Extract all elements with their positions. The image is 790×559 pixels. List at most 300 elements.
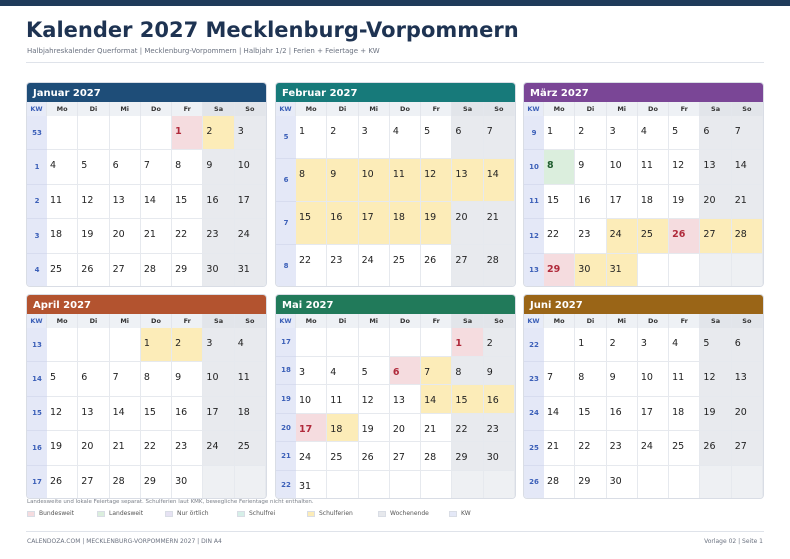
day-cell[interactable]: 23: [607, 431, 638, 465]
week-number: 22: [524, 328, 544, 362]
day-cell[interactable]: 12: [421, 159, 452, 202]
day-cell[interactable]: 10: [235, 150, 266, 184]
week-number: 9: [524, 116, 544, 150]
week-number: 25: [524, 431, 544, 465]
day-cell[interactable]: 16: [327, 202, 358, 245]
day-cell[interactable]: 27: [110, 254, 141, 287]
day-cell[interactable]: 2: [607, 328, 638, 362]
day-cell[interactable]: 24: [235, 219, 266, 253]
weekday-header: Do: [390, 314, 421, 328]
day-cell[interactable]: 25: [235, 431, 266, 465]
weekday-header: Fr: [669, 314, 700, 328]
empty-day-cell: [638, 466, 669, 499]
legend-item: [307, 510, 353, 517]
week-number: 21: [276, 442, 296, 471]
empty-day-cell: [484, 471, 515, 499]
day-cell[interactable]: 19: [669, 185, 700, 219]
day-cell[interactable]: 17: [203, 397, 234, 431]
day-cell[interactable]: 8: [296, 159, 327, 202]
week-number: 13: [27, 328, 47, 362]
week-number: 14: [27, 362, 47, 396]
header-divider: [26, 62, 764, 63]
day-cell[interactable]: 25: [390, 245, 421, 287]
day-cell[interactable]: 31: [296, 471, 327, 499]
month-card: [275, 294, 516, 499]
day-cell[interactable]: 22: [141, 431, 172, 465]
month-title: Mai 2027: [276, 295, 515, 314]
day-cell[interactable]: 25: [47, 254, 78, 287]
day-cell[interactable]: 27: [390, 442, 421, 471]
day-cell[interactable]: 24: [638, 431, 669, 465]
day-cell[interactable]: 19: [78, 219, 109, 253]
day-cell[interactable]: 24: [359, 245, 390, 287]
weekday-header: Sa: [700, 314, 731, 328]
day-cell[interactable]: 22: [452, 414, 483, 443]
week-number: 1: [27, 150, 47, 184]
day-cell[interactable]: 21: [484, 202, 515, 245]
day-cell[interactable]: 15: [544, 185, 575, 219]
day-cell[interactable]: 17: [359, 202, 390, 245]
footer-divider: [26, 531, 764, 532]
day-cell[interactable]: 16: [575, 185, 606, 219]
day-cell[interactable]: 3: [203, 328, 234, 362]
day-cell[interactable]: 7: [544, 362, 575, 396]
day-cell[interactable]: 30: [203, 254, 234, 287]
week-number: 4: [27, 254, 47, 287]
empty-day-cell: [732, 254, 763, 287]
day-cell[interactable]: 16: [484, 385, 515, 414]
legend-swatch: [307, 511, 315, 517]
day-cell[interactable]: 30: [607, 466, 638, 499]
day-cell[interactable]: 25: [327, 442, 358, 471]
week-number: 13: [524, 254, 544, 287]
day-cell[interactable]: 14: [732, 150, 763, 184]
day-cell[interactable]: 23: [327, 245, 358, 287]
week-number: 20: [276, 414, 296, 443]
weekday-header: So: [235, 102, 266, 116]
legend-label: Schulfrei: [249, 510, 276, 517]
day-cell[interactable]: 9: [575, 150, 606, 184]
day-cell[interactable]: 21: [544, 431, 575, 465]
month-grid: [276, 314, 515, 499]
weekday-header: Fr: [421, 314, 452, 328]
month-card: [26, 82, 267, 287]
week-number: 17: [27, 466, 47, 499]
legend-label: Wochenende: [390, 510, 429, 517]
day-cell[interactable]: 28: [110, 466, 141, 499]
legend-item: [449, 510, 471, 517]
day-cell[interactable]: 16: [172, 397, 203, 431]
day-cell[interactable]: 23: [172, 431, 203, 465]
weekday-header: Mo: [544, 102, 575, 116]
day-cell[interactable]: 21: [141, 219, 172, 253]
day-cell[interactable]: 21: [110, 431, 141, 465]
day-cell[interactable]: 12: [700, 362, 731, 396]
week-number: 3: [27, 219, 47, 253]
weekday-header: Fr: [421, 102, 452, 116]
day-cell[interactable]: 31: [607, 254, 638, 287]
day-cell[interactable]: 19: [700, 397, 731, 431]
day-cell[interactable]: 7: [484, 116, 515, 159]
day-cell[interactable]: 2: [327, 116, 358, 159]
day-cell[interactable]: 29: [575, 466, 606, 499]
day-cell[interactable]: 29: [544, 254, 575, 287]
day-cell[interactable]: 10: [296, 385, 327, 414]
day-cell[interactable]: 10: [638, 362, 669, 396]
day-cell[interactable]: 22: [172, 219, 203, 253]
weekday-header: Di: [575, 314, 606, 328]
day-cell[interactable]: 9: [203, 150, 234, 184]
day-cell[interactable]: 8: [172, 150, 203, 184]
day-cell[interactable]: 7: [110, 362, 141, 396]
day-cell[interactable]: 6: [390, 357, 421, 386]
day-cell[interactable]: 20: [452, 202, 483, 245]
day-cell[interactable]: 5: [669, 116, 700, 150]
empty-day-cell: [327, 471, 358, 499]
day-cell[interactable]: 28: [544, 466, 575, 499]
week-number: 18: [276, 357, 296, 386]
day-cell[interactable]: 4: [235, 328, 266, 362]
day-cell[interactable]: 4: [390, 116, 421, 159]
day-cell[interactable]: 13: [78, 397, 109, 431]
week-number: 10: [524, 150, 544, 184]
day-cell[interactable]: 5: [421, 116, 452, 159]
weekday-header: So: [484, 102, 515, 116]
day-cell[interactable]: 4: [327, 357, 358, 386]
day-cell[interactable]: 18: [638, 185, 669, 219]
day-cell[interactable]: 26: [78, 254, 109, 287]
weekday-header: Sa: [452, 314, 483, 328]
empty-day-cell: [78, 328, 109, 362]
day-cell[interactable]: 24: [296, 442, 327, 471]
legend-item: [237, 510, 275, 517]
day-cell[interactable]: 27: [78, 466, 109, 499]
day-cell[interactable]: 26: [669, 219, 700, 253]
day-cell[interactable]: 9: [172, 362, 203, 396]
empty-day-cell: [78, 116, 109, 150]
day-cell[interactable]: 28: [484, 245, 515, 287]
day-cell[interactable]: 1: [575, 328, 606, 362]
weekday-header: Mo: [544, 314, 575, 328]
day-cell[interactable]: 27: [700, 219, 731, 253]
weekday-header: KW: [27, 314, 47, 328]
day-cell[interactable]: 3: [607, 116, 638, 150]
empty-day-cell: [421, 328, 452, 357]
day-cell[interactable]: 12: [669, 150, 700, 184]
day-cell[interactable]: 1: [141, 328, 172, 362]
legend-label: Bundesweit: [39, 510, 74, 517]
day-cell[interactable]: 22: [296, 245, 327, 287]
day-cell[interactable]: 28: [732, 219, 763, 253]
month-title: Juni 2027: [524, 295, 763, 314]
day-cell[interactable]: 25: [669, 431, 700, 465]
day-cell[interactable]: 2: [484, 328, 515, 357]
day-cell[interactable]: 24: [203, 431, 234, 465]
day-cell[interactable]: 6: [78, 362, 109, 396]
day-cell[interactable]: 19: [47, 431, 78, 465]
day-cell[interactable]: 10: [607, 150, 638, 184]
day-cell[interactable]: 13: [390, 385, 421, 414]
day-cell[interactable]: 1: [544, 116, 575, 150]
empty-day-cell: [47, 328, 78, 362]
legend-swatch: [449, 511, 457, 517]
day-cell[interactable]: 13: [732, 362, 763, 396]
weekday-header: Do: [390, 102, 421, 116]
day-cell[interactable]: 29: [452, 442, 483, 471]
legend-swatch: [165, 511, 173, 517]
empty-day-cell: [235, 466, 266, 499]
day-cell[interactable]: 11: [638, 150, 669, 184]
day-cell[interactable]: 21: [421, 414, 452, 443]
day-cell[interactable]: 4: [638, 116, 669, 150]
day-cell[interactable]: 18: [327, 414, 358, 443]
empty-day-cell: [296, 328, 327, 357]
day-cell[interactable]: 9: [327, 159, 358, 202]
day-cell[interactable]: 5: [359, 357, 390, 386]
day-cell[interactable]: 15: [141, 397, 172, 431]
month-card: [26, 294, 267, 499]
day-cell[interactable]: 16: [607, 397, 638, 431]
day-cell[interactable]: 1: [172, 116, 203, 150]
day-cell[interactable]: 20: [390, 414, 421, 443]
month-title: März 2027: [524, 83, 763, 102]
empty-day-cell: [700, 466, 731, 499]
day-cell[interactable]: 15: [296, 202, 327, 245]
weekday-header: Mo: [296, 314, 327, 328]
weekday-header: Sa: [700, 102, 731, 116]
weekday-header: KW: [524, 314, 544, 328]
day-cell[interactable]: 17: [235, 185, 266, 219]
week-number: 5: [276, 116, 296, 159]
day-cell[interactable]: 18: [47, 219, 78, 253]
day-cell[interactable]: 26: [47, 466, 78, 499]
weekday-header: Mi: [110, 102, 141, 116]
day-cell[interactable]: 3: [638, 328, 669, 362]
day-cell[interactable]: 14: [544, 397, 575, 431]
day-cell[interactable]: 20: [110, 219, 141, 253]
weekday-header: Mo: [47, 314, 78, 328]
empty-day-cell: [47, 116, 78, 150]
day-cell[interactable]: 31: [235, 254, 266, 287]
month-grid: [27, 314, 266, 499]
empty-day-cell: [359, 471, 390, 499]
day-cell[interactable]: 30: [484, 442, 515, 471]
day-cell[interactable]: 2: [575, 116, 606, 150]
weekday-header: KW: [276, 102, 296, 116]
day-cell[interactable]: 8: [575, 362, 606, 396]
empty-day-cell: [544, 328, 575, 362]
day-cell[interactable]: 14: [110, 397, 141, 431]
weekday-header: So: [235, 314, 266, 328]
legend-swatch: [27, 511, 35, 517]
day-cell[interactable]: 4: [47, 150, 78, 184]
day-cell[interactable]: 11: [47, 185, 78, 219]
week-number: 8: [276, 245, 296, 287]
empty-day-cell: [669, 254, 700, 287]
page-title: Kalender 2027 Mecklenburg-Vorpommern: [26, 18, 519, 42]
day-cell[interactable]: 27: [732, 431, 763, 465]
day-cell[interactable]: 6: [110, 150, 141, 184]
month-title: April 2027: [27, 295, 266, 314]
day-cell[interactable]: 8: [544, 150, 575, 184]
month-card: [523, 82, 764, 287]
day-cell[interactable]: 15: [172, 185, 203, 219]
week-number: 12: [524, 219, 544, 253]
weekday-header: Do: [638, 314, 669, 328]
week-number: 26: [524, 466, 544, 499]
day-cell[interactable]: 19: [421, 202, 452, 245]
empty-day-cell: [390, 328, 421, 357]
weekday-header: Mo: [296, 102, 327, 116]
day-cell[interactable]: 29: [141, 466, 172, 499]
day-cell[interactable]: 30: [575, 254, 606, 287]
day-cell[interactable]: 14: [421, 385, 452, 414]
day-cell[interactable]: 3: [359, 116, 390, 159]
day-cell[interactable]: 11: [327, 385, 358, 414]
day-cell[interactable]: 22: [544, 219, 575, 253]
legend-swatch: [378, 511, 386, 517]
empty-day-cell: [110, 116, 141, 150]
day-cell[interactable]: 25: [638, 219, 669, 253]
legend-swatch: [237, 511, 245, 517]
day-cell[interactable]: 1: [296, 116, 327, 159]
empty-day-cell: [421, 471, 452, 499]
day-cell[interactable]: 17: [607, 185, 638, 219]
empty-day-cell: [732, 466, 763, 499]
weekday-header: So: [484, 314, 515, 328]
day-cell[interactable]: 5: [700, 328, 731, 362]
weekday-header: Mi: [607, 102, 638, 116]
footer-right: Vorlage 02 | Seite 1: [704, 538, 763, 545]
day-cell[interactable]: 2: [203, 116, 234, 150]
day-cell[interactable]: 11: [390, 159, 421, 202]
day-cell[interactable]: 26: [421, 245, 452, 287]
legend-item: [27, 510, 74, 517]
day-cell[interactable]: 29: [172, 254, 203, 287]
day-cell[interactable]: 1: [452, 328, 483, 357]
day-cell[interactable]: 27: [452, 245, 483, 287]
day-cell[interactable]: 30: [172, 466, 203, 499]
day-cell[interactable]: 20: [78, 431, 109, 465]
weekday-header: So: [732, 314, 763, 328]
day-cell[interactable]: 18: [390, 202, 421, 245]
month-grid: [27, 102, 266, 287]
day-cell[interactable]: 20: [732, 397, 763, 431]
day-cell[interactable]: 10: [203, 362, 234, 396]
day-cell[interactable]: 26: [359, 442, 390, 471]
day-cell[interactable]: 23: [203, 219, 234, 253]
day-cell[interactable]: 12: [78, 185, 109, 219]
day-cell[interactable]: 8: [452, 357, 483, 386]
weekday-header: Do: [141, 102, 172, 116]
legend-label: KW: [461, 510, 471, 517]
day-cell[interactable]: 7: [732, 116, 763, 150]
weekday-header: Do: [141, 314, 172, 328]
weekday-header: KW: [524, 102, 544, 116]
month-grid: [276, 102, 515, 287]
empty-day-cell: [669, 466, 700, 499]
day-cell[interactable]: 10: [359, 159, 390, 202]
day-cell[interactable]: 13: [700, 150, 731, 184]
day-cell[interactable]: 23: [575, 219, 606, 253]
day-cell[interactable]: 5: [78, 150, 109, 184]
weekday-header: Mi: [607, 314, 638, 328]
day-cell[interactable]: 22: [575, 431, 606, 465]
day-cell[interactable]: 24: [607, 219, 638, 253]
week-number: 17: [276, 328, 296, 357]
day-cell[interactable]: 13: [110, 185, 141, 219]
footer-left: CALENDOZA.COM | MECKLENBURG-VORPOMMERN 2027 | DIN A4: [27, 538, 222, 545]
day-cell[interactable]: 20: [700, 185, 731, 219]
day-cell[interactable]: 9: [484, 357, 515, 386]
day-cell[interactable]: 12: [47, 397, 78, 431]
day-cell[interactable]: 6: [452, 116, 483, 159]
day-cell[interactable]: 9: [607, 362, 638, 396]
day-cell[interactable]: 13: [452, 159, 483, 202]
day-cell[interactable]: 12: [359, 385, 390, 414]
empty-day-cell: [110, 328, 141, 362]
month-grid: [524, 314, 763, 499]
week-number: 2: [27, 185, 47, 219]
weekday-header: Mi: [359, 314, 390, 328]
day-cell[interactable]: 14: [141, 185, 172, 219]
day-cell[interactable]: 11: [235, 362, 266, 396]
legend-swatch: [97, 511, 105, 517]
day-cell[interactable]: 17: [296, 414, 327, 443]
day-cell[interactable]: 17: [638, 397, 669, 431]
week-number: 11: [524, 185, 544, 219]
day-cell[interactable]: 19: [359, 414, 390, 443]
legend-label: Nur örtlich: [177, 510, 209, 517]
day-cell[interactable]: 3: [296, 357, 327, 386]
weekday-header: Di: [78, 314, 109, 328]
weekday-header: Sa: [203, 102, 234, 116]
day-cell[interactable]: 8: [141, 362, 172, 396]
day-cell[interactable]: 3: [235, 116, 266, 150]
footnote: Landesweite und lokale Feiertage separat. Schulferien laut KMK, bewegliche Ferientage nicht enthalten.: [27, 499, 314, 505]
week-number: 16: [27, 431, 47, 465]
weekday-header: Fr: [172, 314, 203, 328]
month-card: [275, 82, 516, 287]
day-cell[interactable]: 11: [669, 362, 700, 396]
day-cell[interactable]: 15: [575, 397, 606, 431]
empty-day-cell: [700, 254, 731, 287]
day-cell[interactable]: 14: [484, 159, 515, 202]
weekday-header: Mo: [47, 102, 78, 116]
day-cell[interactable]: 2: [172, 328, 203, 362]
week-number: 22: [276, 471, 296, 499]
weekday-header: Di: [78, 102, 109, 116]
day-cell[interactable]: 23: [484, 414, 515, 443]
day-cell[interactable]: 6: [700, 116, 731, 150]
day-cell[interactable]: 28: [421, 442, 452, 471]
day-cell[interactable]: 7: [141, 150, 172, 184]
day-cell[interactable]: 28: [141, 254, 172, 287]
empty-day-cell: [359, 328, 390, 357]
day-cell[interactable]: 16: [203, 185, 234, 219]
day-cell[interactable]: 5: [47, 362, 78, 396]
day-cell[interactable]: 18: [669, 397, 700, 431]
day-cell[interactable]: 18: [235, 397, 266, 431]
day-cell[interactable]: 7: [421, 357, 452, 386]
weekday-header: Di: [575, 102, 606, 116]
day-cell[interactable]: 21: [732, 185, 763, 219]
day-cell[interactable]: 26: [700, 431, 731, 465]
day-cell[interactable]: 6: [732, 328, 763, 362]
week-number: 15: [27, 397, 47, 431]
day-cell[interactable]: 4: [669, 328, 700, 362]
day-cell[interactable]: 15: [452, 385, 483, 414]
